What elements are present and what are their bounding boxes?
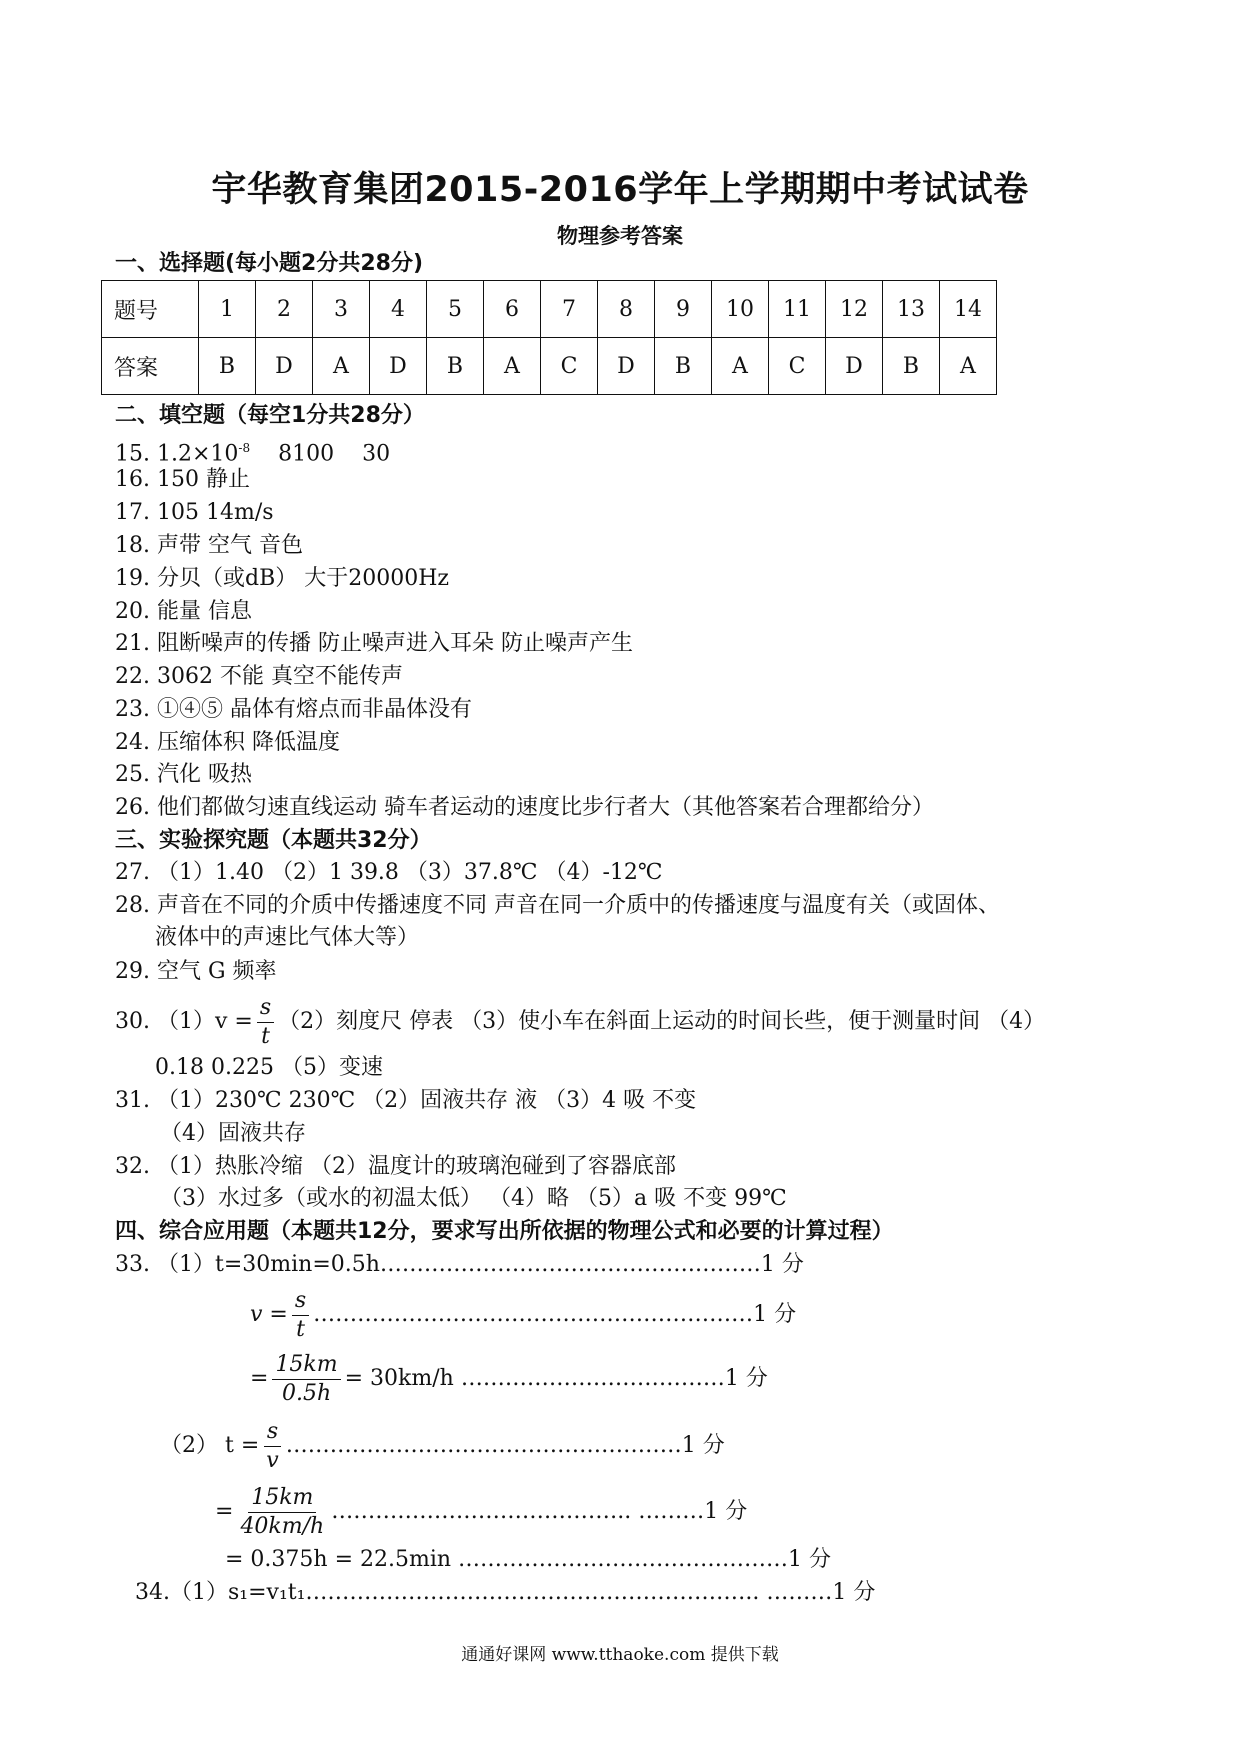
answer-18: 18. 声带 空气 音色 xyxy=(115,533,303,558)
table-cell: 4 xyxy=(370,281,427,338)
answer-32: 32. （1）热胀冷缩 （2）温度计的玻璃泡碰到了容器底部 xyxy=(115,1154,676,1179)
formula-lhs: v = xyxy=(250,1302,288,1327)
table-row-numbers xyxy=(102,281,997,338)
footer-source: 通通好课网 www.tthaoke.com 提供下载 xyxy=(461,1645,779,1665)
fraction-s-over-t xyxy=(257,994,274,1051)
answer-25: 25. 汽化 吸热 xyxy=(115,762,252,787)
table-cell: C xyxy=(769,338,826,395)
section-3-heading: 三、实验探究题（本题共32分） xyxy=(115,828,432,853)
numerator: s xyxy=(292,1287,309,1316)
answer-19: 19. 分贝（或dB） 大于20000Hz xyxy=(115,566,449,591)
answer-15-b: 8100 xyxy=(278,441,335,467)
answer-21: 21. 阻断噪声的传播 防止噪声进入耳朵 防止噪声产生 xyxy=(115,631,633,656)
answer-33-line-4 xyxy=(160,1416,725,1476)
answer-30 xyxy=(115,992,1045,1052)
row-label-answer: 答案 xyxy=(102,338,199,395)
denominator: t xyxy=(296,1316,305,1342)
answer-15-base: 15. 1.2×10 xyxy=(115,441,239,467)
denominator: 0.5h xyxy=(281,1380,332,1406)
table-cell: A xyxy=(313,338,370,395)
table-cell: 14 xyxy=(940,281,997,338)
table-cell: D xyxy=(256,338,313,395)
table-cell: A xyxy=(940,338,997,395)
fraction-s-over-v xyxy=(263,1418,281,1475)
answer-table xyxy=(101,280,997,395)
answer-33-line-5 xyxy=(215,1482,747,1542)
table-cell: A xyxy=(712,338,769,395)
numerator: s xyxy=(264,1418,281,1447)
denominator: v xyxy=(266,1447,279,1473)
equals: = xyxy=(215,1499,234,1524)
table-cell: 1 xyxy=(199,281,256,338)
answer-15-exponent: -8 xyxy=(238,441,251,455)
score-dots: ………………………………………………1 分 xyxy=(285,1433,725,1458)
answer-16: 16. 150 静止 xyxy=(115,467,250,492)
formula-lhs: （2） t = xyxy=(160,1433,260,1458)
answer-27: 27. （1）1.40 （2）1 39.8 （3）37.8℃ （4）-12℃ xyxy=(115,860,663,885)
table-cell: A xyxy=(484,338,541,395)
answer-20: 20. 能量 信息 xyxy=(115,599,252,624)
table-cell: B xyxy=(655,338,712,395)
answer-17: 17. 105 14m/s xyxy=(115,500,274,525)
answer-28-cont: 液体中的声速比气体大等） xyxy=(155,925,420,950)
answer-30-b: （2）刻度尺 停表 （3）使小车在斜面上运动的时间长些，便于测量时间 （4） xyxy=(278,1009,1046,1034)
answer-28: 28. 声音在不同的介质中传播速度不同 声音在同一介质中的传播速度与温度有关（或固体、 xyxy=(115,893,1000,918)
table-cell: 9 xyxy=(655,281,712,338)
answer-34-line-1: 34.（1）s₁=v₁t₁…………………………………………………….. ………1 分 xyxy=(135,1580,876,1605)
answer-33-line-6: = 0.375h = 22.5min ………………………………………1 分 xyxy=(225,1547,832,1572)
fraction-15km-over-0.5h xyxy=(272,1351,340,1408)
answer-31: 31. （1）230℃ 230℃ （2）固液共存 液 （3）4 吸 不变 xyxy=(115,1088,697,1113)
document-subtitle: 物理参考答案 xyxy=(557,224,683,248)
table-cell: 10 xyxy=(712,281,769,338)
answer-32-cont: （3）水过多（或水的初温太低） （4）略 （5）a 吸 不变 99℃ xyxy=(160,1186,787,1211)
table-cell: D xyxy=(826,338,883,395)
table-cell: 3 xyxy=(313,281,370,338)
table-cell: 5 xyxy=(427,281,484,338)
fraction-s-over-t xyxy=(292,1287,309,1344)
row-label-number: 题号 xyxy=(102,281,199,338)
numerator: s xyxy=(257,994,274,1023)
answer-31-cont: （4）固液共存 xyxy=(160,1121,306,1146)
table-cell: 7 xyxy=(541,281,598,338)
result-and-score: = 30km/h ………………………………1 分 xyxy=(344,1366,768,1391)
score-dots: ………………………………….. ………1 分 xyxy=(331,1499,748,1524)
document-title: 宇华教育集团2015-2016学年上学期期中考试试卷 xyxy=(211,170,1029,210)
answer-24: 24. 压缩体积 降低温度 xyxy=(115,730,340,755)
section-1-heading: 一、选择题(每小题2分共28分) xyxy=(115,251,424,276)
table-cell: 12 xyxy=(826,281,883,338)
answer-33-line-3 xyxy=(250,1349,768,1409)
table-cell: B xyxy=(883,338,940,395)
numerator: 15km xyxy=(272,1351,340,1380)
answer-33-line-1: 33. （1）t=30min=0.5h…………………………………….………1 分 xyxy=(115,1252,804,1277)
table-cell: 8 xyxy=(598,281,655,338)
table-row-answers xyxy=(102,338,997,395)
numerator: 15km xyxy=(248,1484,316,1513)
answer-29: 29. 空气 G 频率 xyxy=(115,959,277,984)
answer-30-cont: 0.18 0.225 （5）变速 xyxy=(155,1055,383,1080)
answer-30-a: 30. （1）v = xyxy=(115,1009,253,1034)
answer-23: 23. ①④⑤ 晶体有熔点而非晶体没有 xyxy=(115,697,472,722)
table-cell: 6 xyxy=(484,281,541,338)
equals: = xyxy=(250,1366,269,1391)
table-cell: D xyxy=(370,338,427,395)
answer-22: 22. 3062 不能 真空不能传声 xyxy=(115,664,403,689)
section-2-heading: 二、填空题（每空1分共28分） xyxy=(115,403,425,428)
table-cell: C xyxy=(541,338,598,395)
fraction-15km-over-40kmh xyxy=(237,1484,327,1541)
answer-33-line-2 xyxy=(250,1285,796,1345)
table-cell: B xyxy=(427,338,484,395)
score-dots: ……………………………………………………1 分 xyxy=(313,1302,797,1327)
denominator: t xyxy=(261,1023,270,1049)
table-cell: B xyxy=(199,338,256,395)
table-cell: 11 xyxy=(769,281,826,338)
table-cell: 2 xyxy=(256,281,313,338)
answer-26: 26. 他们都做匀速直线运动 骑车者运动的速度比步行者大（其他答案若合理都给分） xyxy=(115,795,934,820)
table-cell: D xyxy=(598,338,655,395)
table-cell: 13 xyxy=(883,281,940,338)
answer-15-c: 30 xyxy=(362,441,391,467)
denominator: 40km/h xyxy=(240,1513,325,1539)
section-4-heading: 四、综合应用题（本题共12分，要求写出所依据的物理公式和必要的计算过程） xyxy=(115,1219,894,1244)
